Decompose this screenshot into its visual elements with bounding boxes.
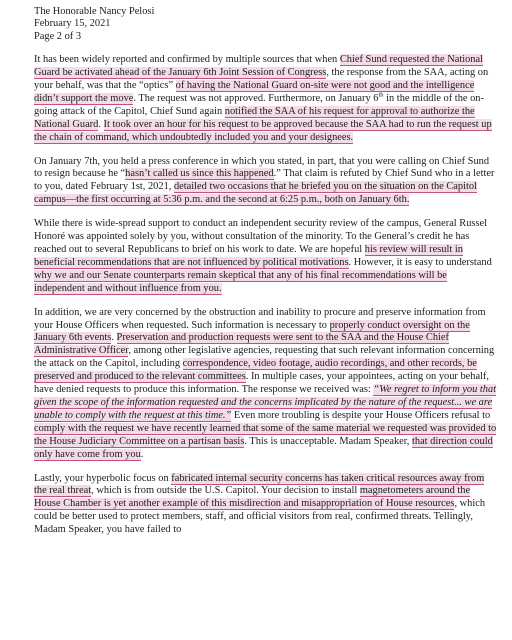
text-run: in the middle of the on-going attack of the Capitol, Chief Sund again xyxy=(34,92,484,117)
highlighted-text: that direction could only have come from you xyxy=(34,435,493,460)
highlighted-text: his review will result in beneficial recommendations that are not influenced by political motivations xyxy=(34,244,463,268)
highlighted-text: hasn’t called us since this happened xyxy=(125,168,274,180)
text-run: It has been widely reported and confirmed by multiple sources that when xyxy=(34,54,340,66)
text-run: Lastly, your hyperbolic focus on xyxy=(34,472,172,484)
text-run: . The request was not approved. Furthermore, on January 6 xyxy=(133,92,379,104)
highlighted-text: notified the SAA of his request for approval to authorize the National Guard xyxy=(34,105,475,130)
highlighted-text: magnetometers around the House Chamber is yet another example of this misdirection and misappropriation of House resources xyxy=(34,485,471,510)
highlighted-text: fabricated internal security concerns has taken critical resources away from the real threat xyxy=(34,472,485,497)
highlighted-text: Chief Sund requested the National Guard be activated ahead of the January 6th Joint Session of Congress xyxy=(34,54,483,79)
text-run: , which is from outside the U.S. Capitol. Your decision to install xyxy=(91,485,360,497)
text-run: . xyxy=(98,118,104,130)
highlighted-text: properly conduct oversight on the January 6th events xyxy=(34,319,470,344)
body-paragraph xyxy=(34,156,498,208)
text-run: . xyxy=(111,332,117,344)
body-paragraph xyxy=(34,307,498,462)
highlighted-text: “We regret to inform you that given the scope of the information requested and the concerns implicated by the nature of the request... we are unable to comply with the request at this time.” xyxy=(34,384,497,421)
text-run: . xyxy=(140,448,144,460)
highlighted-text: It took over an hour for his request to be approved because the SAA had to run the request up the chain of command, which undoubtedly included you and your designees. xyxy=(34,118,492,143)
text-run: Even more troubling is despite your House Officers refusal to xyxy=(231,409,491,421)
body-paragraph xyxy=(34,54,498,144)
text-run: While there is wide-spread support to conduct an independent security review of the campus, General Russel Honoré was appointed solely by you, without consultation of the minority. To the General’s credit he has reached out to several Republicans to brief on his work to date. We are hopeful xyxy=(34,218,488,255)
body-paragraph xyxy=(34,218,498,295)
recipient-line: The Honorable Nancy Pelosi xyxy=(34,6,155,17)
text-run: .” That claim is refuted by Chief Sund who in a letter to you, dated February 1st, 2021, xyxy=(34,168,495,193)
text-run: . However, it is easy to understand xyxy=(348,256,492,268)
date-line: February 15, 2021 xyxy=(34,18,111,30)
highlighted-text: Preservation and production requests were sent to the SAA and the House Chief Administrative Officer xyxy=(34,332,449,357)
page-number: Page 2 of 3 xyxy=(34,30,82,42)
highlighted-text: detailed two occasions that he briefed you on the situation on the Capitol campus—the first occurring at 5:36 p.m. and the second at 6:25 p.m., both on January 6th. xyxy=(34,181,477,206)
text-run: th xyxy=(378,91,384,99)
highlighted-text: why we and our Senate counterparts remain skeptical that any of his final recommendations will be independent and without influence from you. xyxy=(34,269,447,294)
text-run: . This is unacceptable. Madam Speaker, xyxy=(244,435,412,447)
highlighted-text: comply with the request we have recently learned that some of the same material we requested was provided to the House Judiciary Committee on a partisan basis xyxy=(34,422,497,447)
highlighted-text: correspondence, video footage, audio recordings, and other records, be preserved and produced to the relevant committees xyxy=(34,358,477,383)
letter-body xyxy=(34,54,498,537)
text-run: On January 7th, you held a press conference in which you stated, in part, that you were calling on Chief Sund to resign because he “ xyxy=(34,155,490,180)
text-run: , the response from the SAA, acting on your behalf, was that the “optics” xyxy=(34,67,489,92)
text-run: In addition, we are very concerned by the obstruction and inability to procure and preserve information from your House Officers when requested. Such information is necessary to xyxy=(34,306,486,331)
text-run: , among other legislative agencies, requesting that such relevant information concerning the attack on the Capitol, including xyxy=(34,345,495,370)
letter-header xyxy=(34,6,498,43)
text-run: . In multiple cases, your appointees, acting on your behalf, have denied requests to produce this information. The response we received was: xyxy=(34,371,490,396)
body-paragraph xyxy=(34,473,498,538)
text-run: , which could be better used to protect members, staff, and official visitors from real, confirmed threats. Tellingly, Madam Speaker, you have failed to xyxy=(34,498,486,536)
highlighted-text: of having the National Guard on-site were not good and the intelligence didn’t support the move xyxy=(34,80,475,104)
